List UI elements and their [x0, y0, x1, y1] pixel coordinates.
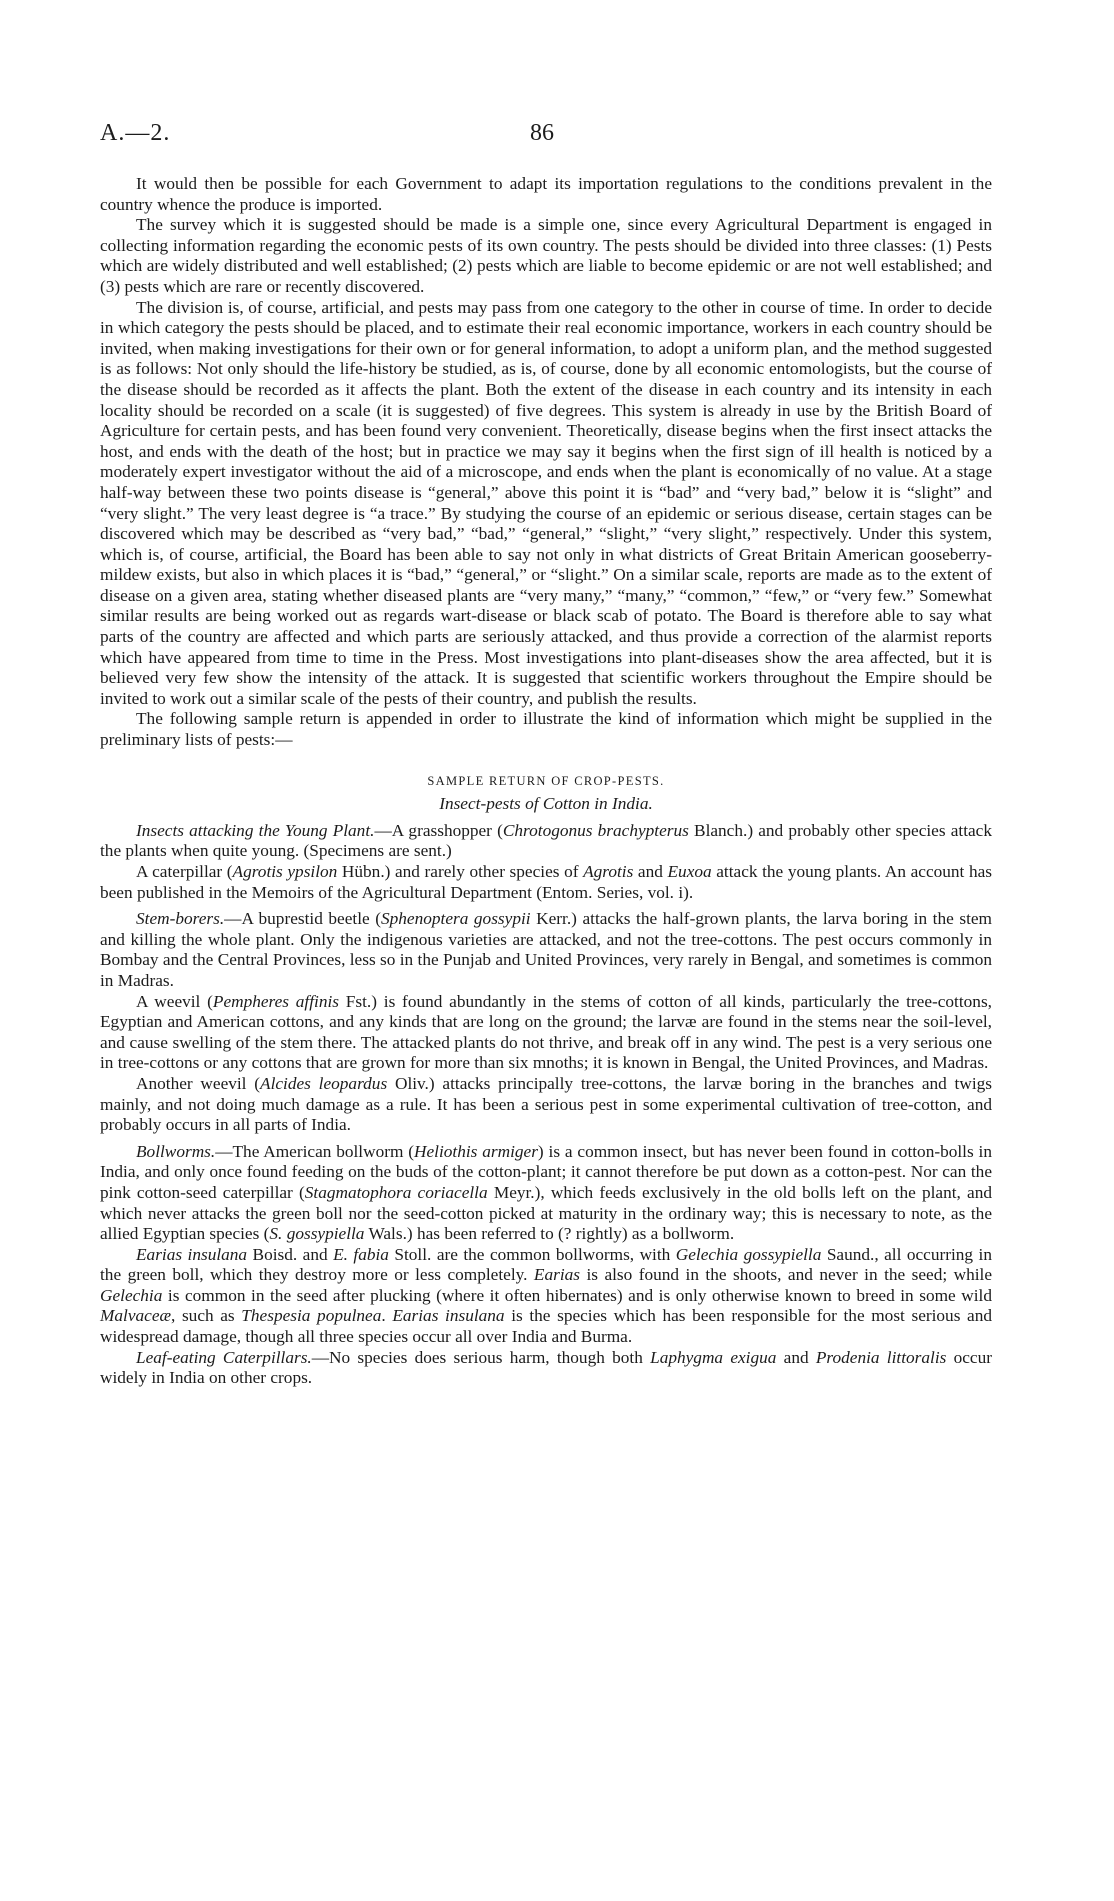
paragraph-weevil: [100, 992, 992, 1074]
text-run: A weevil (: [136, 991, 213, 1011]
text-run: Blanch.) and probably other species attack the plants when quite young. (Specimens are sent.): [100, 820, 992, 861]
species-name: Prodenia littoralis: [815, 1347, 947, 1367]
text-run: is also found in the shoots, and never in the seed; while: [580, 1265, 992, 1285]
paragraph-stem-borers: [100, 909, 992, 991]
species-name: Agrotis ypsilon: [232, 862, 338, 881]
species-name: S. gossypiella: [269, 1224, 365, 1244]
paragraph: The division is, of course, artificial, and pests may pass from one category to the other in course of time. In order to decide in which category the pests should be placed, and to estimate their real economic importance, workers in each country should be invited, when making investigations for their own or for general information, to adopt a uniform plan, and the method suggested is as follows: Not only should the life-history be studied, as is, of course, done by all economic entomologists, but the course of the disease should be recorded as it affects the plant. Both the extent of the disease in each country and its intensity in each locality should be recorded on a scale (it is suggested) of five degrees. This system is already in use by the British Board of Agriculture for certain pests, and has been found very convenient. Theoretically, disease begins when the first insect attacks the host, and ends with the death of the host; but in practice we may say it begins when the first sign of ill health is noticed by a moderately expert investigator without the aid of a microscope, and ends when the plant is economically of no value. At a stage half-way between these two points disease is “general,” above this point it is “bad” and “very bad,” below it is “slight” and “very slight.” The very least degree is “a trace.” By studying the course of an epidemic or serious disease, certain stages can be discovered which may be described as “very bad,” “bad,” “general,” “slight,” “very slight,” respectively. Under this system, which is, of course, artificial, the Board has been able to say not only in what districts of Great Britain American gooseberry-mildew exists, but also in which places it is “bad,” “general,” or “slight.” On a similar scale, reports are made as to the extent of disease on a given area, stating whether diseased plants are “very many,” “many,” “common,” “few,” or “very few.” Somewhat similar results are being worked out as regards wart-disease or black scab of potato. The Board is therefore able to say what parts of the country are affected and which parts are seriously attacked, and thus provide a correction of the alarmist reports which have appeared from time to time in the Press. Most investigations into plant-diseases show the area affected, but it is believed very few show the intensity of the attack. It is suggested that scientific workers throughout the Empire should be invited to work out a similar scale of the pests of their country, and publish the results.: [100, 297, 992, 708]
text-run: —A grasshopper (: [374, 820, 503, 840]
section-subtitle: Insect-pests of Cotton in India.: [439, 794, 653, 814]
document-reference: A.—2.: [100, 120, 171, 146]
page-number: 86: [530, 120, 554, 146]
section-title: SAMPLE RETURN OF CROP-PESTS.: [427, 773, 665, 788]
species-name: Laphygma exigua: [650, 1347, 777, 1367]
paragraph-weevil-2: [100, 1074, 992, 1136]
species-name: E. fabia: [333, 1244, 389, 1264]
text-run: attack the young plants. An account has been published in the Memoirs of the Agricultural Department (Entom. Series, vol. i).: [100, 862, 992, 902]
species-name: Euxoa: [667, 862, 712, 881]
text-run: occur widely in India on other crops.: [100, 1347, 992, 1388]
species-name: Thespesia populnea: [241, 1306, 382, 1326]
species-name: Heliothis armiger: [414, 1141, 538, 1161]
species-name: Earias insulana: [136, 1244, 248, 1264]
text-run: is common in the seed after plucking (where it often hibernates) and is only otherwise known to breed in some wild: [162, 1285, 992, 1305]
paragraph: It would then be possible for each Government to adapt its importation regulations to the conditions prevalent in the country whence the produce is imported.: [100, 174, 992, 214]
paragraph-heading: Bollworms.: [136, 1141, 216, 1161]
text-run: Boisd. and: [247, 1244, 334, 1264]
page-header: [100, 120, 990, 154]
species-name: Agrotis: [583, 862, 634, 881]
text-run: and: [633, 862, 668, 881]
species-name: Earias: [533, 1265, 581, 1285]
text-run: ) is a common insect, but has never been found in cotton-bolls in India, and only once found feeding on the buds of the cotton-plant; it cannot therefore be put down as a cotton-pest. Nor can the pink cotton-seed caterpillar (: [100, 1141, 992, 1202]
text-run: —A buprestid beetle (: [224, 909, 381, 929]
text-run: Fst.) is found abundantly in the stems of cotton of all kinds, particularly the tree-cottons, Egyptian and American cottons, and any kinds that are long on the ground; the larvæ are found in the stems near the soil-level, and cause swelling of the stem there. The attacked plants do not thrive, and break off in any wind. The pest is a very serious one in tree-cottons or any cottons that are grown for more than six mnoths; it is known in Bengal, the United Provinces, and Madras.: [100, 991, 992, 1073]
paragraph-caterpillar: [100, 862, 992, 903]
paragraph-heading: Stem-borers.: [136, 909, 225, 929]
text-run: —The American bollworm (: [215, 1141, 415, 1161]
paragraph-earias: [100, 1245, 992, 1348]
species-name: Gelechia gossypiella: [675, 1244, 822, 1264]
species-name: Pempheres affinis: [212, 991, 340, 1011]
text-run: A caterpillar (: [136, 862, 233, 881]
text-run: Stoll. are the common bollworms, with: [388, 1244, 676, 1264]
species-name: Malvaceæ: [100, 1306, 172, 1326]
species-name: Chrotogonus brachypterus: [502, 820, 689, 840]
body-text: [100, 174, 992, 1389]
species-name: Gelechia: [100, 1285, 163, 1305]
text-run: Oliv.) attacks principally tree-cottons, the larvæ boring in the branches and twigs mainly, and not doing much damage as a rule. It has been a serious pest in some experimental cultivation of tree-cotton, and probably occurs in all parts of India.: [100, 1073, 993, 1135]
text-run: Kerr.) attacks the half-grown plants, the larva boring in the stem and killing the whole plant. Only the indigenous varieties are attacked, and not the tree-cottons. The pest occurs commonly in Bombay and the Central Provinces, less so in the Punjab and United Provinces, very rarely in Bengal, and sometimes is common in Madras.: [100, 909, 993, 990]
paragraph: The survey which it is suggested should be made is a simple one, since every Agricultural Department is engaged in collecting information regarding the economic pests of its own country. The pests should be divided into three classes: (1) Pests which are widely distributed and well established; (2) pests which are liable to become epidemic or are not well established; and (3) pests which are rare or recently discovered.: [100, 215, 992, 296]
text-run: Hübn.) and rarely other species of: [337, 862, 584, 881]
text-run: —No species does serious harm, though both: [311, 1347, 651, 1367]
paragraph-bollworms: [100, 1142, 992, 1245]
text-run: is the species which has been responsible for the most serious and widespread damage, though all three species occur all over India and Burma.: [100, 1306, 993, 1347]
text-run: .: [381, 1306, 393, 1326]
text-run: Another weevil (: [136, 1073, 261, 1093]
paragraph-heading: Insects attacking the Young Plant.: [136, 820, 375, 840]
species-name: Sphenoptera gossypii: [381, 909, 531, 929]
species-name: Alcides leopardus: [260, 1073, 388, 1093]
text-run: , such as: [171, 1306, 242, 1326]
paragraph: The following sample return is appended in order to illustrate the kind of information which might be supplied in the preliminary lists of pests:—: [100, 709, 992, 750]
text-run: Wals.) has been referred to (? rightly) as a bollworm.: [364, 1224, 735, 1244]
text-run: Meyr.), which feeds exclusively in the old bolls left on the plant, and which never attacks the green boll nor the seed-cotton picked at maturity in the ordinary way; this is necessary to note, as the allied Egyptian species (: [100, 1182, 992, 1244]
text-run: and: [776, 1347, 816, 1367]
paragraph-heading: Leaf-eating Caterpillars.: [136, 1347, 312, 1367]
text-run: Saund., all occurring in the green boll, which they destroy more or less completely.: [100, 1244, 992, 1285]
species-name: Stagmatophora coriacella: [304, 1182, 488, 1202]
paragraph-leaf-eating: [100, 1348, 992, 1389]
paragraph-young-plant: [100, 821, 992, 862]
species-name: Earias insulana: [392, 1306, 505, 1326]
